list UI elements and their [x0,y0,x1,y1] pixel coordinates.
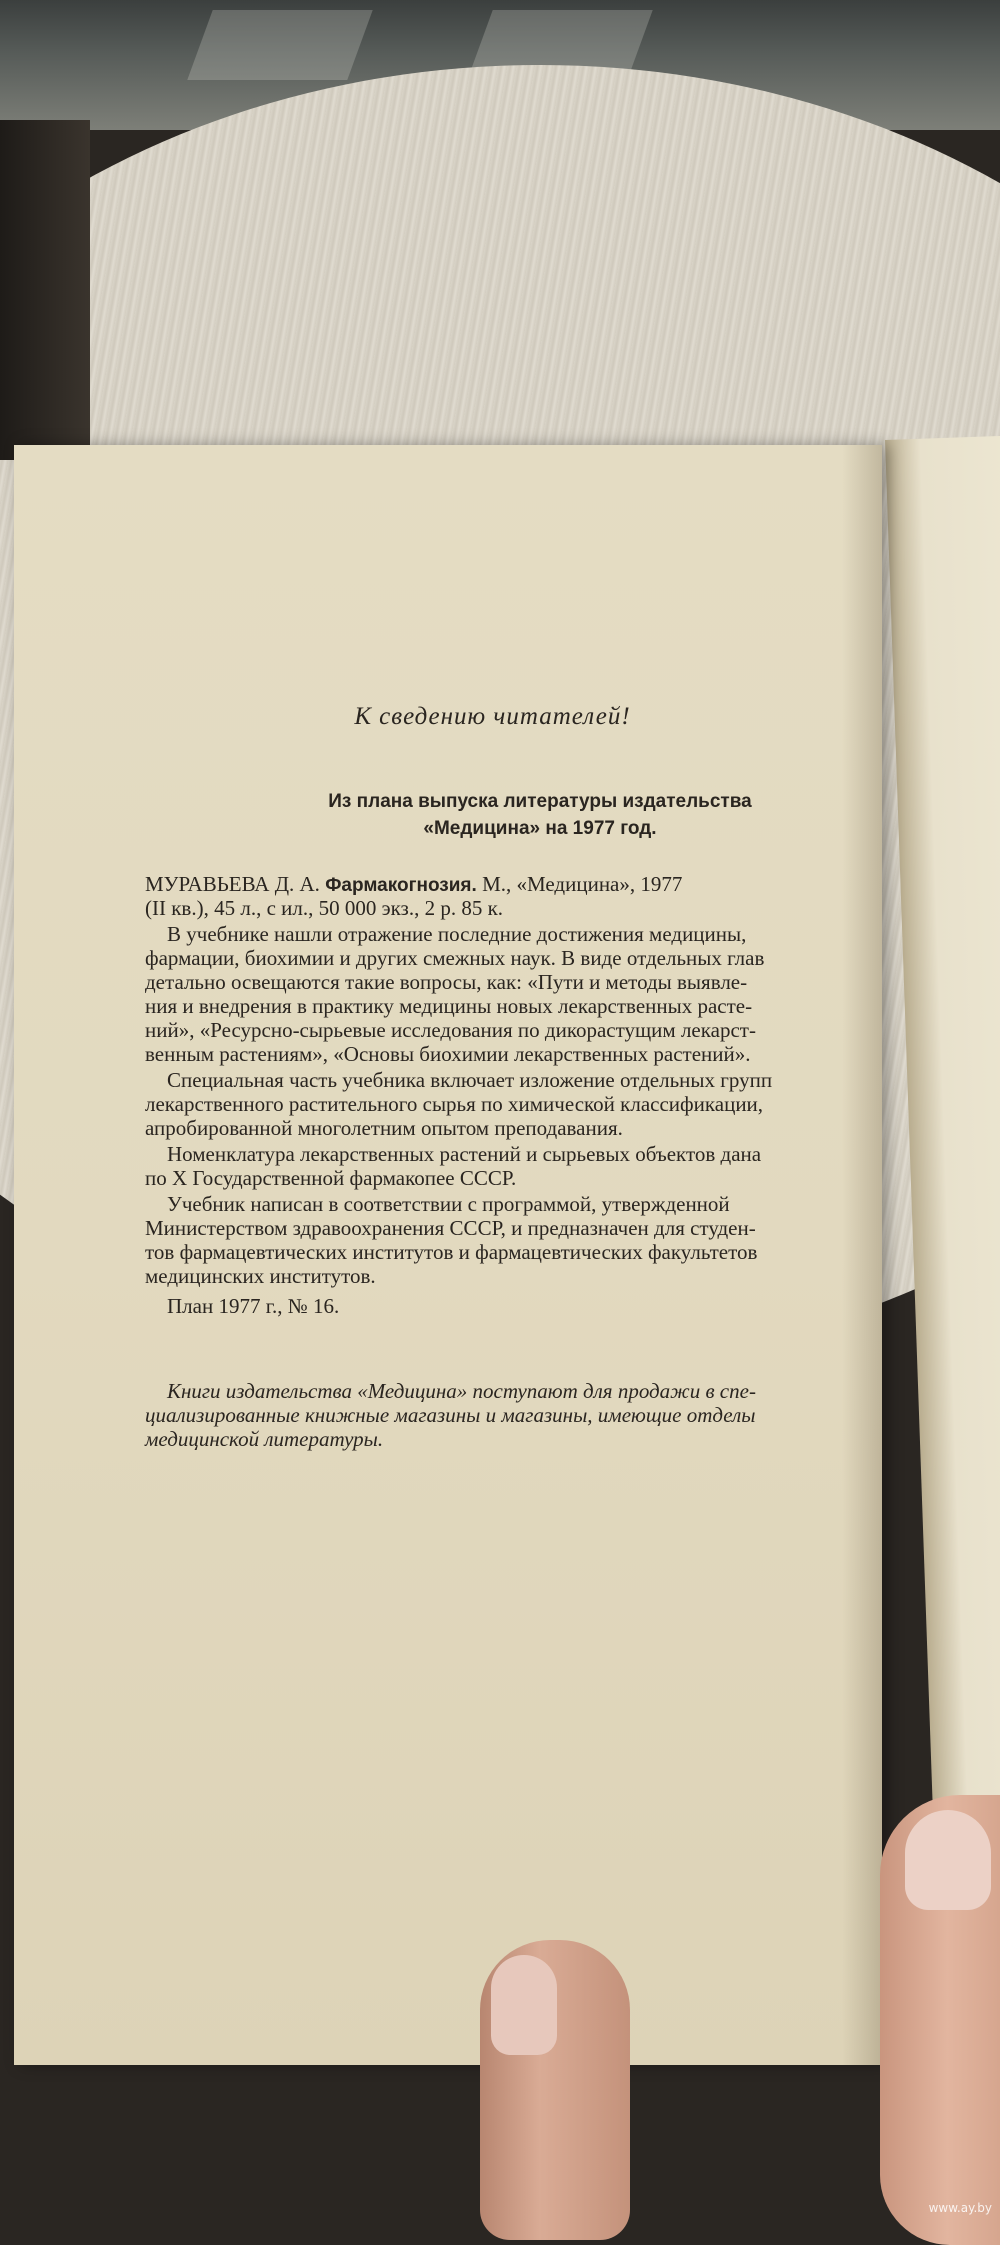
entry-author: МУРАВЬЕВА Д. А. [145,872,320,896]
thumb-nail [491,1955,557,2055]
body-line: фармации, биохимии и других смежных наук. В виде отдельных глав [145,946,765,970]
note-line: медицинской литературы. [145,1427,384,1451]
body-line: медицинских институтов. [145,1264,376,1288]
body-line: по X Государственной фармакопее СССР. [145,1166,517,1190]
site-watermark: www.ay.by [928,2201,992,2215]
body-line: детально освещаются такие вопросы, как: «Пути и методы выявле- [145,970,748,994]
subhead-line: «Медицина» на 1977 год. [423,818,657,839]
curtain-streak [187,10,372,80]
body-line: В учебнике нашли отражение последние достижения медицины, [167,922,747,946]
body-line: лекарственного растительного сырья по химической классификации, [145,1092,764,1116]
entry-title: Фармакогнозия. [325,875,477,896]
body-line: ния и внедрения в практику медицины новых лекарственных расте- [145,994,753,1018]
entry-line-1 [145,873,682,897]
body-line: тов фармацевтических институтов и фармацевтических факультетов [145,1240,758,1264]
body-line: Номенклатура лекарственных растений и сырьевых объектов дана [167,1142,762,1166]
page-heading: К сведению читателей! [354,703,631,730]
body-line: Специальная часть учебника включает изложение отдельных групп [167,1068,773,1092]
body-line: венным растениям», «Основы биохимии лекарственных растений». [145,1042,751,1066]
entry-publisher: М., «Медицина», 1977 [482,872,683,896]
body-line: Министерством здравоохранения СССР, и предназначен для студен- [145,1216,756,1240]
plan-subheading [235,788,845,842]
body-line: Учебник написан в соответствии с программой, утвержденной [167,1192,730,1216]
plan-number: План 1977 г., № 16. [167,1294,340,1318]
body-line: апробированной многолетним опытом преподавания. [145,1116,623,1140]
note-line: Книги издательства «Медицина» поступают для продажи в спе- [167,1379,756,1403]
finger-nail [905,1810,991,1910]
body-line: ний», «Ресурсно-сырьевые исследования по дикорастущим лекарст- [145,1018,756,1042]
note-line: циализированные книжные магазины и магазины, имеющие отделы [145,1403,756,1427]
dark-background-left [0,120,90,460]
entry-line-2: (II кв.), 45 л., с ил., 50 000 экз., 2 р. 85 к. [145,896,504,920]
subhead-line: Из плана выпуска литературы издательства [328,791,752,812]
